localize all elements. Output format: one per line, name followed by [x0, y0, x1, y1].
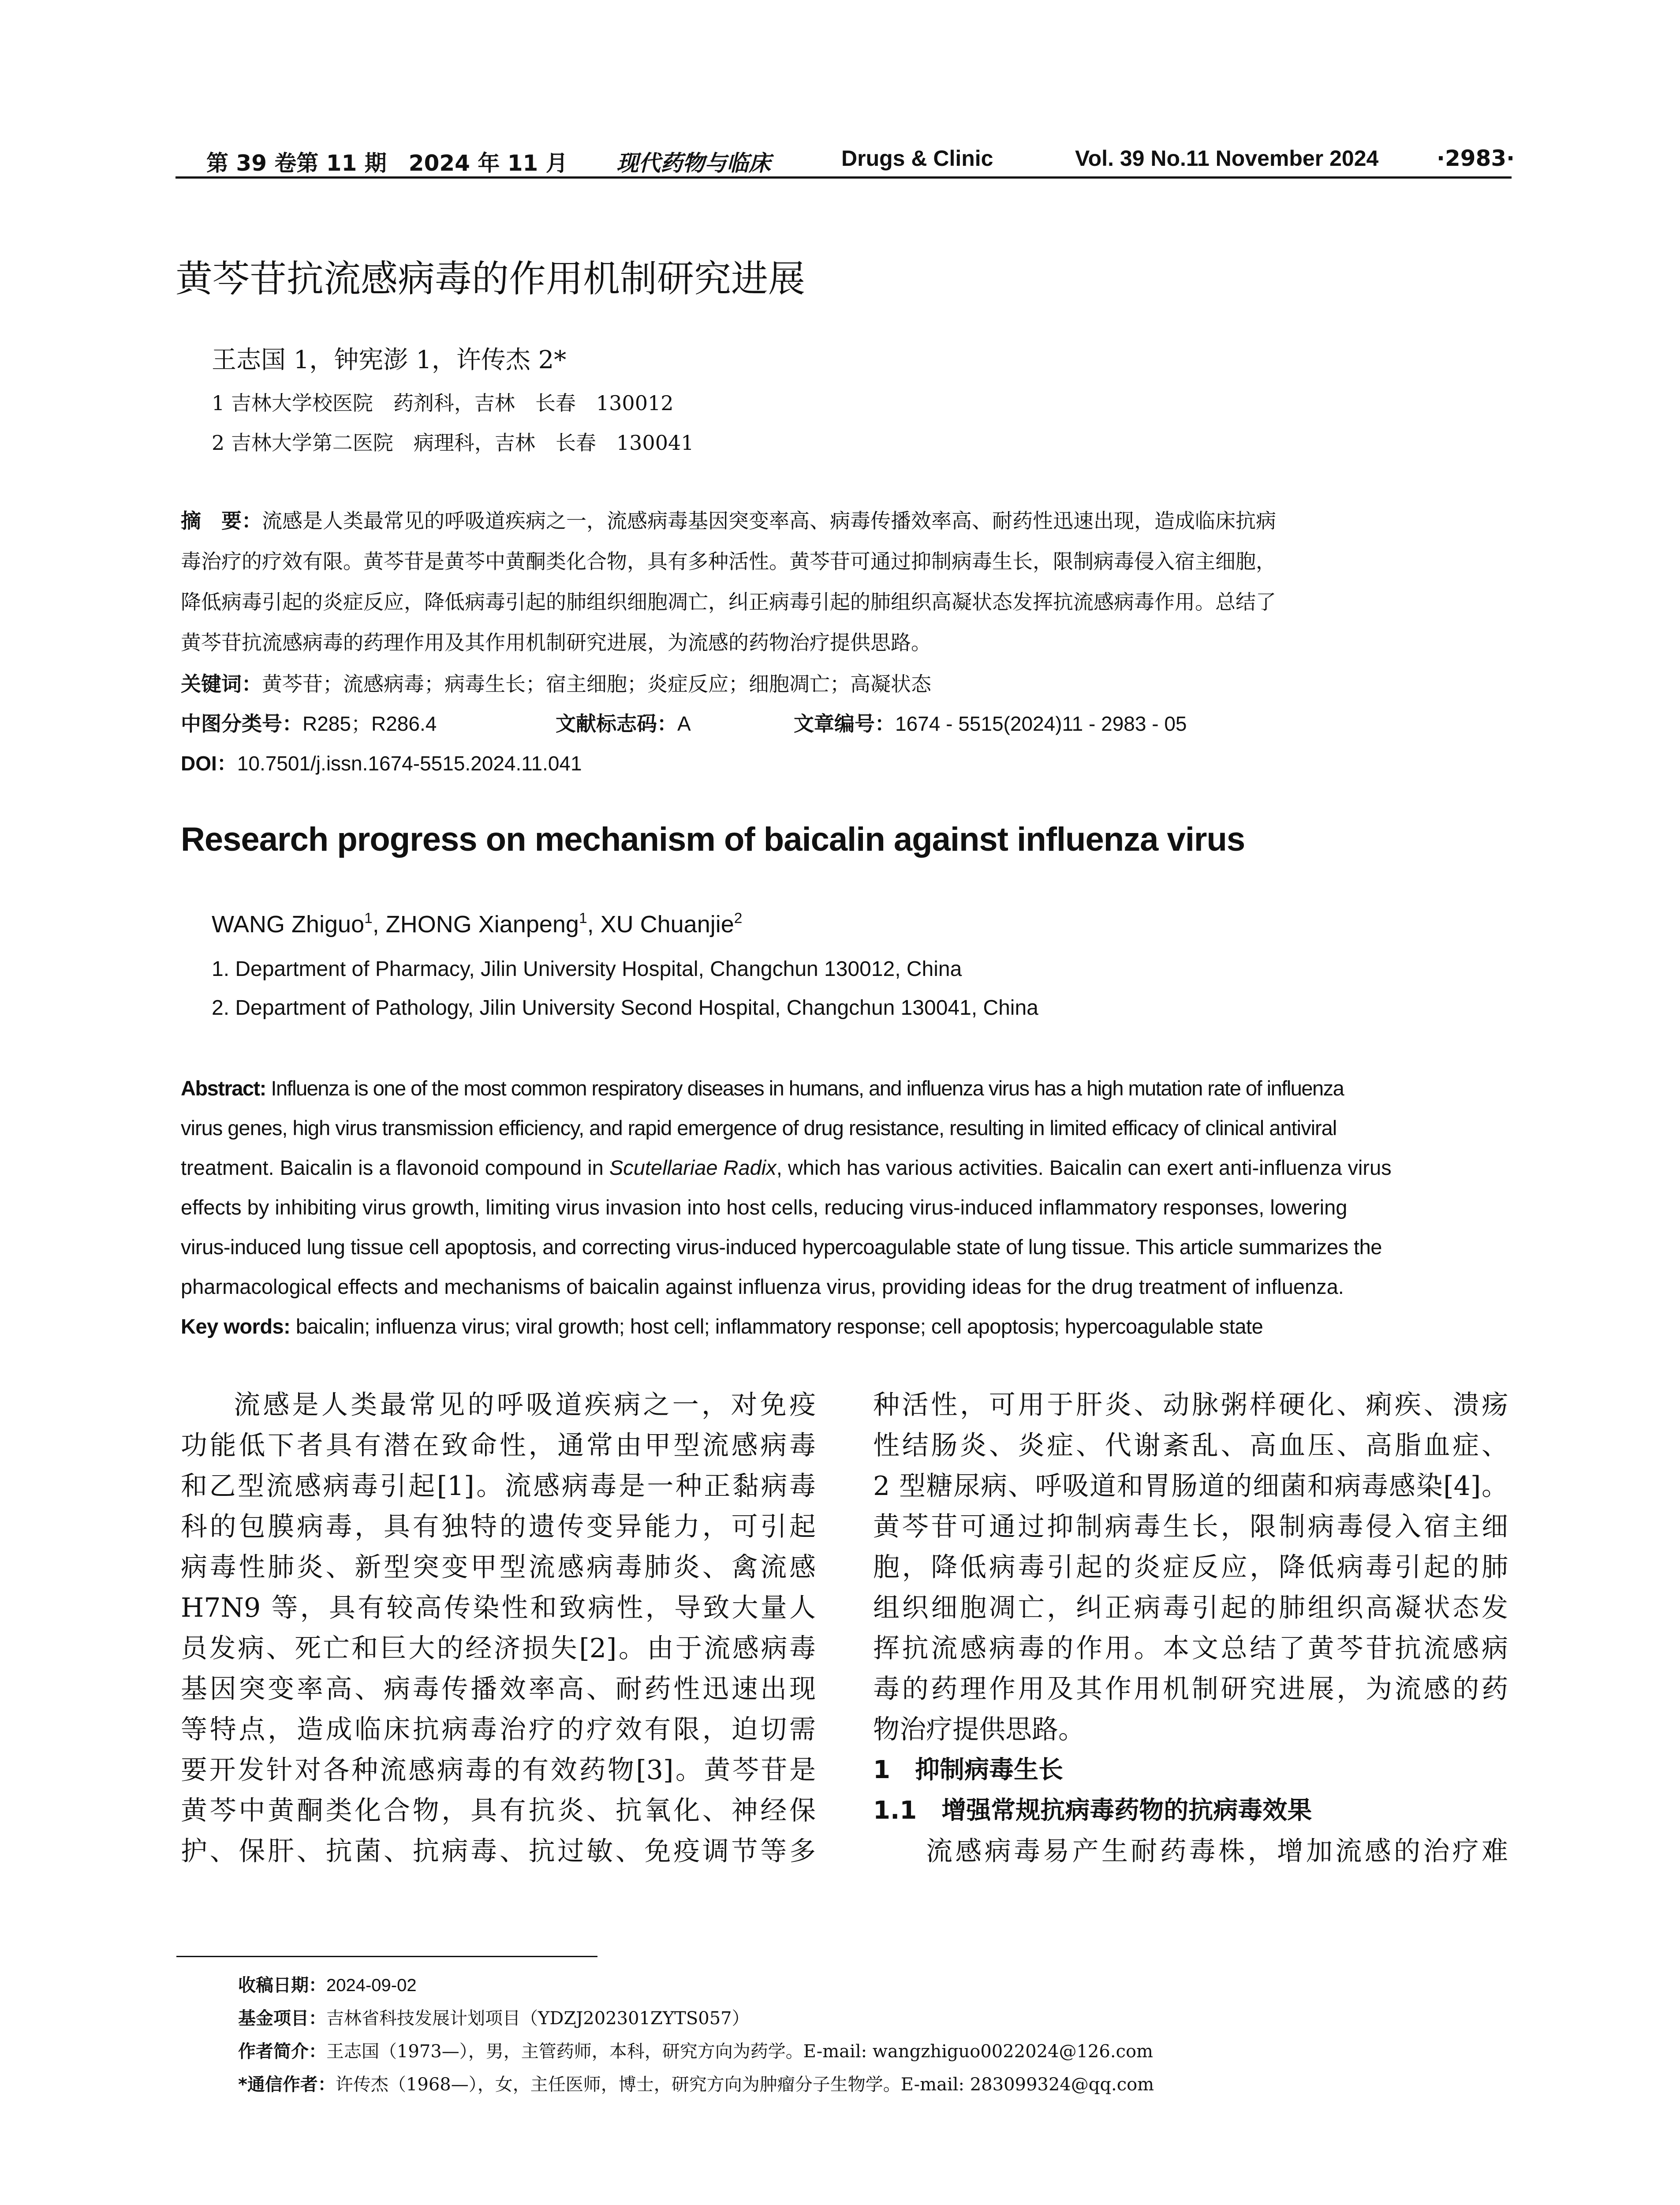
cn-abstract-line-3: 降低病毒引起的炎症反应，降低病毒引起的肺组织细胞凋亡，纠正病毒引起的肺组织高凝状态发挥抗流感病毒作用。总结了 [181, 590, 1276, 614]
section-heading-1-1: 1.1 增强常规抗病毒药物的抗病毒效果 [873, 1796, 1312, 1825]
body-line: 和乙型流感病毒引起[1]。流感病毒是一种正黏病毒 [181, 1471, 816, 1502]
cn-affiliation-1: 1 吉林大学校医院 药剂科，吉林 长春 130012 [212, 391, 674, 415]
body-line: 黄芩中黄酮类化合物，具有抗炎、抗氧化、神经保 [181, 1795, 816, 1826]
body-line: 科的包膜病毒，具有独特的遗传变异能力，可引起 [181, 1511, 816, 1542]
body-line: H7N9 等，具有较高传染性和致病性，导致大量人 [181, 1592, 816, 1623]
header-rule [175, 176, 1512, 179]
body-line: 种活性，可用于肝炎、动脉粥样硬化、痢疾、溃疡 [873, 1390, 1508, 1420]
cn-abstract-label: 摘 要： [181, 509, 262, 533]
body-line: 组织细胞凋亡，纠正病毒引起的肺组织高凝状态发 [873, 1592, 1508, 1623]
body-line: 胞，降低病毒引起的炎症反应，降低病毒引起的肺 [873, 1552, 1508, 1583]
body-line: 毒的药理作用及其作用机制研究进展，为流感的药 [873, 1674, 1508, 1704]
en-abstract-line-5: virus-induced lung tissue cell apoptosis, and correcting virus-induced hypercoagulable state of lung tissue. This article summarizes the [181, 1235, 1382, 1259]
body-line: 挥抗流感病毒的作用。本文总结了黄芩苷抗流感病 [873, 1633, 1508, 1664]
issue-cn: 第 39 卷第 11 期 2024 年 11 月 [206, 150, 568, 176]
en-authors: WANG Zhiguo$^1$, ZHONG Xianpeng$^1$, XU Chuanjie$^2$ [212, 910, 743, 938]
en-affiliation-2: 2. Department of Pathology, Jilin University Second Hospital, Changchun 130041, China [212, 996, 1038, 1020]
en-abstract-line-2: virus genes, high virus transmission efficiency, and rapid emergence of drug resistance, resulting in limited efficacy of clinical antiviral [181, 1116, 1337, 1140]
cn-keywords-label: 关键词： [181, 672, 262, 696]
body-line: 功能低下者具有潜在致命性，通常由甲型流感病毒 [181, 1430, 816, 1461]
page-number: ·2983· [1437, 146, 1515, 171]
journal-cn: 现代药物与临床 [616, 150, 771, 176]
footnote-corresponding: *通信作者：许传杰（1968—），女，主任医师，博士，研究方向为肿瘤分子生物学。E-mail: 283099324@qq.com [238, 2074, 1154, 2095]
en-abstract-line-4: effects by inhibiting virus growth, limiting virus invasion into host cells, reducing virus-induced inflammatory responses, lowering [181, 1196, 1348, 1219]
body-line: 护、保肝、抗菌、抗病毒、抗过敏、免疫调节等多 [181, 1836, 816, 1867]
footnote-received: 收稿日期：2024-09-02 [238, 1975, 417, 1996]
cn-document-code: 文献标志码：A [556, 712, 691, 736]
body-line: 等特点，造成临床抗病毒治疗的疗效有限，迫切需 [181, 1714, 816, 1745]
en-keywords: Key words: baicalin; influenza virus; viral growth; host cell; inflammatory response; cell apoptosis; hypercoagulable state [181, 1315, 1263, 1338]
cn-doi: DOI：10.7501/j.issn.1674-5515.2024.11.041 [181, 752, 582, 775]
en-affiliation-1: 1. Department of Pharmacy, Jilin University Hospital, Changchun 130012, China [212, 957, 962, 981]
en-abstract-label: Abstract: [181, 1076, 266, 1100]
cn-title: 黄芩苷抗流感病毒的作用机制研究进展 [175, 257, 806, 300]
en-abstract-line-1: Abstract: Influenza is one of the most common respiratory diseases in humans, and influenza virus has a high mutation rate of influenza [181, 1076, 1344, 1100]
body-line: 性结肠炎、炎症、代谢紊乱、高血压、高脂血症、 [873, 1430, 1508, 1461]
cn-abstract-line-2: 毒治疗的疗效有限。黄芩苷是黄芩中黄酮类化合物，具有多种活性。黄芩苷可通过抑制病毒生长，限制病毒侵入宿主细胞， [181, 549, 1276, 573]
body-line: 病毒性肺炎、新型突变甲型流感病毒肺炎、禽流感 [181, 1552, 816, 1583]
cn-affiliation-2: 2 吉林大学第二医院 病理科，吉林 长春 130041 [212, 431, 694, 455]
footnote-fund: 基金项目：吉林省科技发展计划项目（YDZJ202301ZYTS057） [238, 2008, 750, 2029]
cn-article-number: 文章编号：1674 - 5515(2024)11 - 2983 - 05 [794, 712, 1187, 736]
cn-abstract-line-4: 黄芩苷抗流感病毒的药理作用及其作用机制研究进展，为流感的药物治疗提供思路。 [181, 631, 931, 654]
body-line: 流感是人类最常见的呼吸道疾病之一，对免疫 [234, 1390, 816, 1420]
footnote-author: 作者简介：王志国（1973—），男，主管药师，本科，研究方向为药学。E-mail: wangzhiguo0022024@126.com [238, 2041, 1153, 2062]
cn-keywords: 关键词：黄芩苷；流感病毒；病毒生长；宿主细胞；炎症反应；细胞凋亡；高凝状态 [181, 672, 931, 696]
body-line: 物治疗提供思路。 [873, 1714, 1085, 1745]
section-heading-1: 1 抑制病毒生长 [873, 1756, 1063, 1784]
body-right-column [873, 1385, 1508, 1872]
journal-en: Drugs & Clinic [841, 146, 993, 171]
body-line: 员发病、死亡和巨大的经济损失[2]。由于流感病毒 [181, 1633, 816, 1664]
body-left-column [181, 1385, 816, 1872]
body-line: 要开发针对各种流感病毒的有效药物[3]。黄芩苷是 [181, 1755, 816, 1786]
cn-abstract-line-1: 摘 要：流感是人类最常见的呼吸道疾病之一，流感病毒基因突变率高、病毒传播效率高、耐药性迅速出现，造成临床抗病 [181, 509, 1276, 533]
cn-authors: 王志国 1，钟宪澎 1，许传杰 2* [212, 346, 567, 374]
body-line: 基因突变率高、病毒传播效率高、耐药性迅速出现 [181, 1674, 816, 1704]
en-abstract-line-6: pharmacological effects and mechanisms of baicalin against influenza virus, providing ideas for the drug treatment of influenza. [181, 1275, 1344, 1298]
footnote-rule [176, 1956, 597, 1957]
en-abstract-line-3: treatment. Baicalin is a flavonoid compound in Scutellariae Radix, which has various activities. Baicalin can exert anti-influenza virus [181, 1156, 1392, 1179]
body-line: 黄芩苷可通过抑制病毒生长，限制病毒侵入宿主细 [873, 1511, 1508, 1542]
en-keywords-label: Key words: [181, 1315, 291, 1338]
body-line: 流感病毒易产生耐药毒株，增加流感的治疗难 [926, 1836, 1508, 1867]
cn-classification: 中图分类号：R285；R286.4 [181, 712, 437, 736]
running-header [175, 140, 1515, 176]
issue-en: Vol. 39 No.11 November 2024 [1075, 146, 1379, 171]
body-line: 2 型糖尿病、呼吸道和胃肠道的细菌和病毒感染[4]。 [873, 1471, 1508, 1502]
en-title: Research progress on mechanism of baicalin against influenza virus [181, 821, 1245, 858]
